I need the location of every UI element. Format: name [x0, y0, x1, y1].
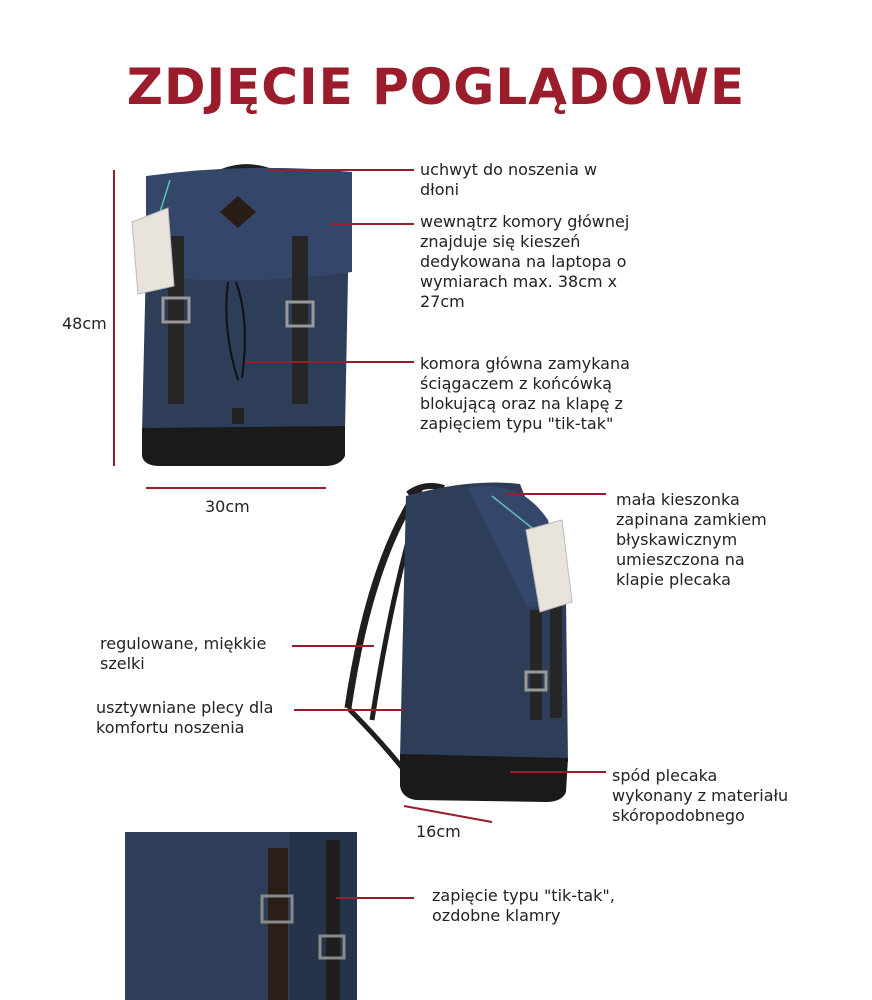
backpack-front-image	[132, 167, 352, 466]
backpack-side-image	[348, 483, 572, 803]
width-label: 30cm	[205, 497, 250, 516]
page-title: ZDJĘCIE POGLĄDOWE	[126, 58, 746, 116]
annotation-bottom: spód plecaka wykonany z materiału skóropodobnego	[612, 766, 789, 825]
buckle-detail-image	[125, 832, 357, 1000]
annotation-handle: uchwyt do noszenia w dłoni	[420, 160, 598, 199]
annotation-buckles: zapięcie typu "tik-tak", ozdobne klamry	[432, 886, 615, 925]
annotation-small-pocket: mała kieszonka zapinana zamkiem błyskawicznym umieszczona na klapie plecaka	[616, 490, 767, 589]
annotation-straps: regulowane, miękkie szelki	[100, 634, 267, 673]
annotation-laptop-pocket: wewnątrz komory głównej znajduje się kieszeń dedykowana na laptopa o wymiarach max. 38cm x 27cm	[420, 212, 630, 311]
depth-label: 16cm	[416, 822, 461, 841]
depth-dimension-line	[404, 806, 492, 822]
height-label: 48cm	[62, 314, 107, 333]
annotation-back: usztywniane plecy dla komfortu noszenia	[96, 698, 274, 737]
annotation-main-compartment: komora główna zamykana ściągaczem z końcówką blokującą oraz na klapę z zapięciem typu "tik-tak"	[420, 354, 630, 433]
